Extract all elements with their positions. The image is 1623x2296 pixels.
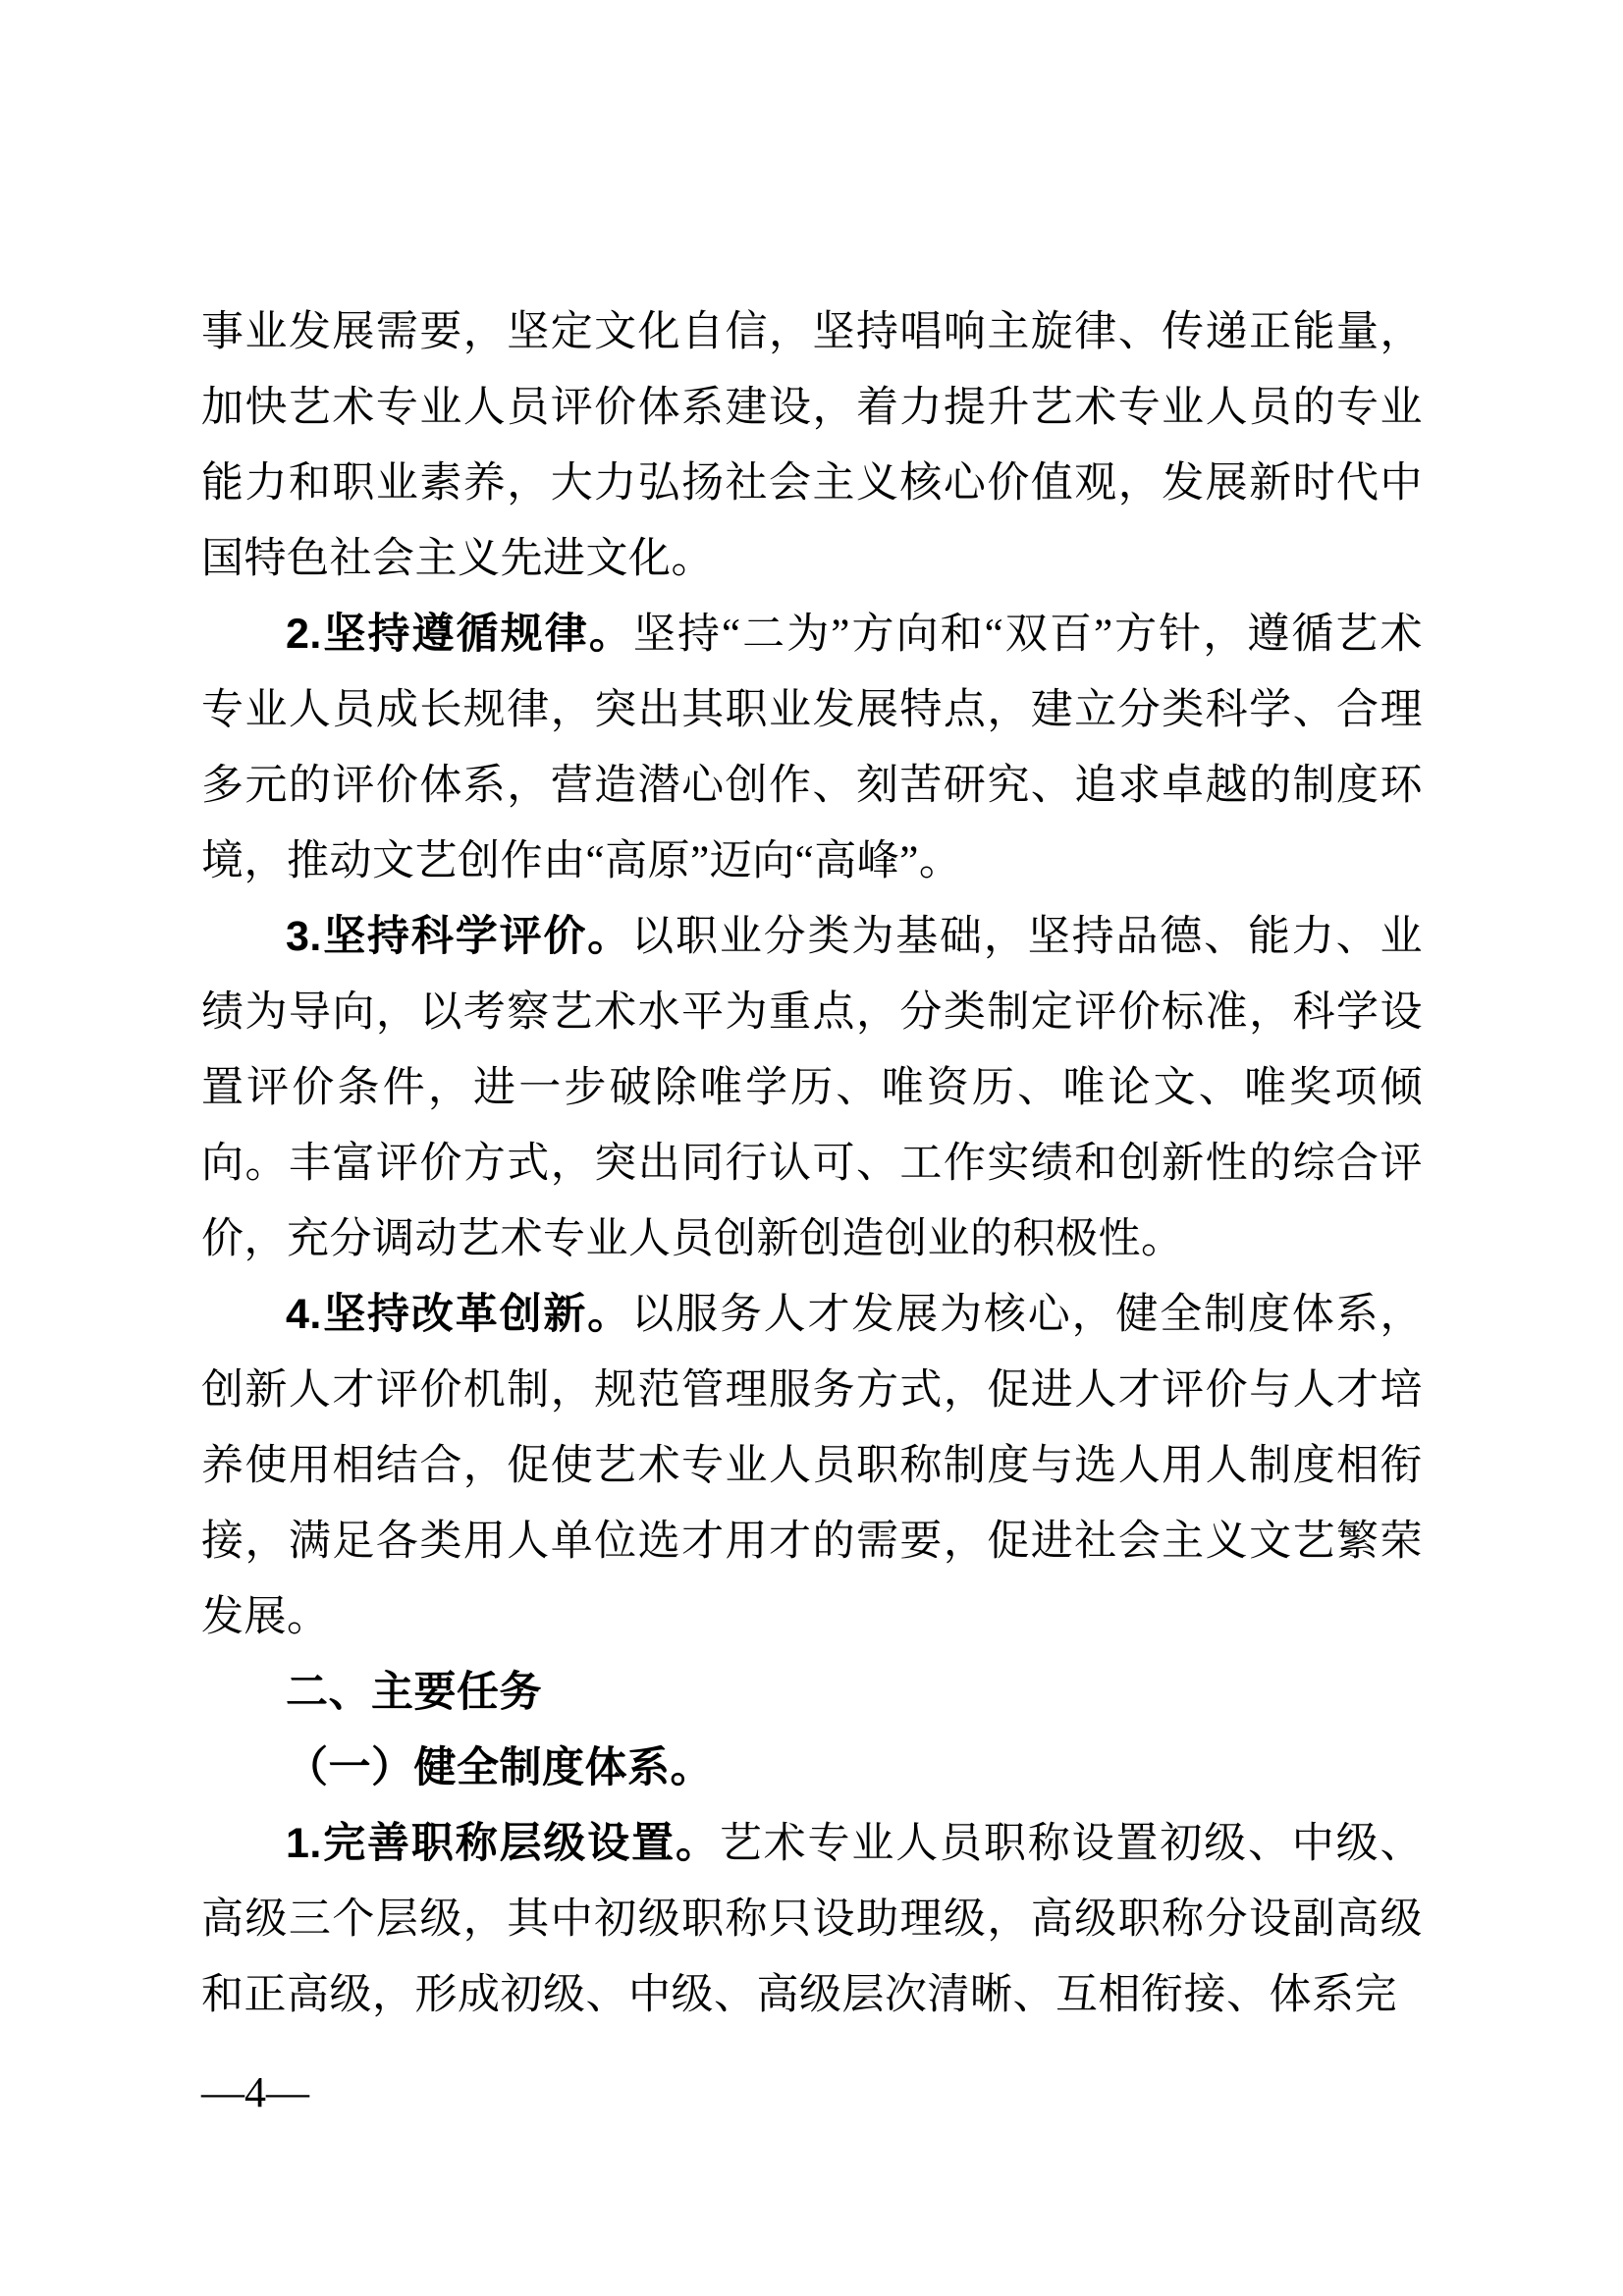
para-lead: 4.坚持改革创新。 bbox=[286, 1291, 632, 1338]
para-text: 艺术专业人员职称设置初级、中级、高级三个层级，其中初级职称只设助理级，高级职称分设副高级和正高级，形成初级、中级、高级层次清晰、互相衔接、体系完 bbox=[201, 1821, 1423, 2018]
heading-text: （一）健全制度体系。 bbox=[286, 1744, 713, 1791]
para-lead: 3.坚持科学评价。 bbox=[286, 913, 632, 960]
heading-main-tasks bbox=[201, 1655, 1423, 1731]
para-intro-continuation bbox=[201, 294, 1423, 597]
para-text: 以服务人才发展为核心，健全制度体系，创新人才评价机制，规范管理服务方式，促进人才评价与人才培养使用相结合，促使艺术专业人员职称制度与选人用人制度相衔接，满足各类用人单位选才用才的需要，促进社会主义文艺繁荣发展。 bbox=[201, 1292, 1423, 1640]
para-text: 事业发展需要，坚定文化自信，坚持唱响主旋律、传递正能量，加快艺术专业人员评价体系建设，着力提升艺术专业人员的专业能力和职业素养，大力弘扬社会主义核心价值观，发展新时代中国特色社会主义先进文化。 bbox=[201, 309, 1423, 582]
para-text: 坚持“二为”方向和“双百”方针，遵循艺术专业人员成长规律，突出其职业发展特点，建立分类科学、合理多元的评价体系，营造潜心创作、刻苦研究、追求卓越的制度环境，推动文艺创作由“高原”迈向“高峰”。 bbox=[201, 612, 1423, 884]
para-lead: 1.完善职称层级设置。 bbox=[286, 1820, 720, 1867]
heading-improve-system bbox=[201, 1731, 1423, 1806]
para-principle-2 bbox=[201, 597, 1423, 899]
para-principle-4 bbox=[201, 1277, 1423, 1655]
para-text: 以职业分类为基础，坚持品德、能力、业绩为导向，以考察艺术水平为重点，分类制定评价标准，科学设置评价条件，进一步破除唯学历、唯资历、唯论文、唯奖项倾向。丰富评价方式，突出同行认可、工作实绩和创新性的综合评价，充分调动艺术专业人员创新创造创业的积极性。 bbox=[201, 914, 1423, 1262]
para-principle-3 bbox=[201, 899, 1423, 1277]
para-lead: 2.坚持遵循规律。 bbox=[286, 611, 633, 658]
page-footer bbox=[201, 2067, 309, 2118]
page-number: —4— bbox=[201, 2068, 309, 2116]
document-body bbox=[201, 294, 1423, 2033]
para-task-1 bbox=[201, 1806, 1423, 2033]
heading-text: 二、主要任务 bbox=[286, 1669, 542, 1716]
